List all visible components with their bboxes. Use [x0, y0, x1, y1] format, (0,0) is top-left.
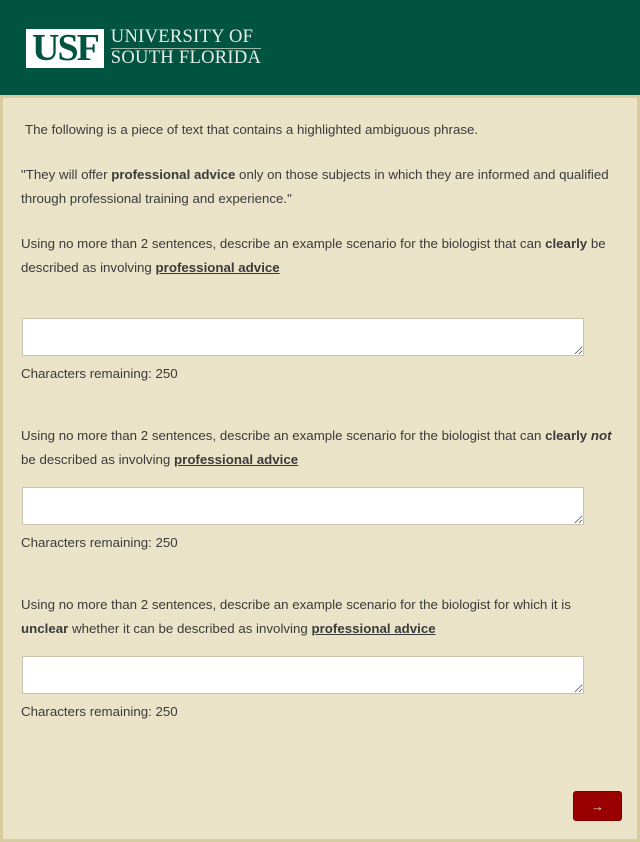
chars-remaining-2: Characters remaining: 250 — [21, 535, 178, 550]
quote-text: "They will offer professional advice only on those subjects in which they are informed and qualified through professional training and experience." — [21, 167, 609, 206]
answer-3-input[interactable] — [22, 656, 584, 694]
question-3: Using no more than 2 sentences, describe an example scenario for the biologist for which it is unclear whether it can be described as involving professional advice — [21, 597, 571, 636]
highlighted-phrase: professional advice — [111, 167, 236, 182]
question-1: Using no more than 2 sentences, describe an example scenario for the biologist that can clearly be described as involving professional advice — [21, 236, 606, 275]
chars-remaining-1: Characters remaining: 250 — [21, 366, 178, 381]
answer-2-input[interactable] — [22, 487, 584, 525]
next-button[interactable] — [573, 791, 622, 821]
usf-logo — [26, 28, 261, 68]
logo-line2: SOUTH FLORIDA — [110, 48, 262, 68]
logo-line1: UNIVERSITY OF — [111, 28, 261, 49]
header — [0, 0, 640, 95]
question-2: Using no more than 2 sentences, describe an example scenario for the biologist that can clearly not be described as involving professional advice — [21, 428, 612, 467]
answer-1-input[interactable] — [22, 318, 584, 356]
chars-remaining-3: Characters remaining: 250 — [21, 704, 178, 719]
logo-abbrev: USF — [26, 29, 104, 68]
survey-content — [0, 95, 640, 842]
intro-text: The following is a piece of text that contains a highlighted ambiguous phrase. — [25, 122, 479, 137]
arrow-right-icon: → — [591, 798, 604, 814]
